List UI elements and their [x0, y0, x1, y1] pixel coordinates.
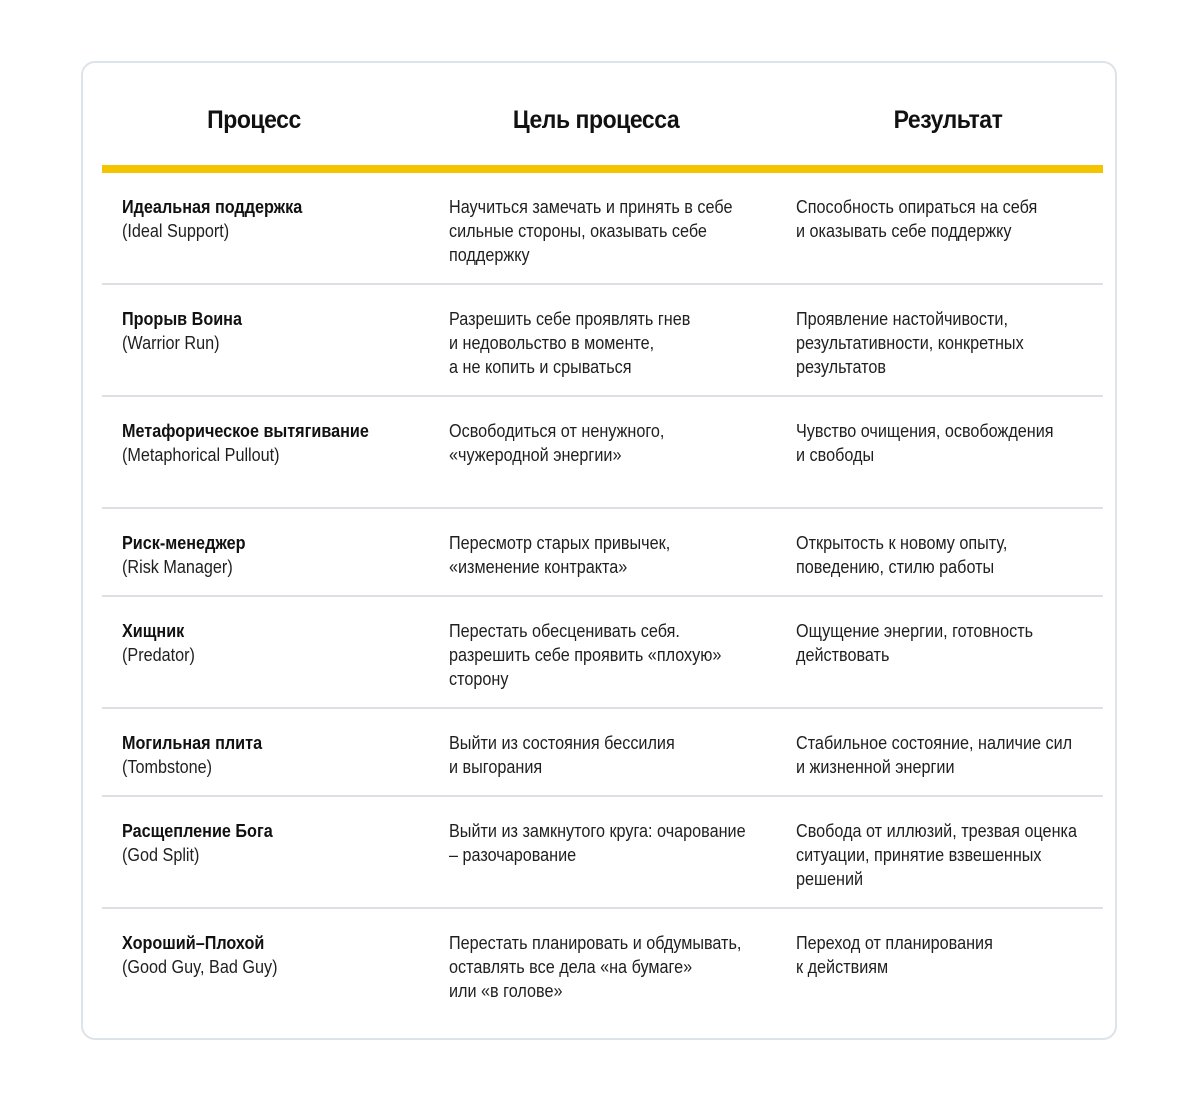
process-cell	[122, 195, 302, 243]
result-line: Свобода от иллюзий, трезвая оценка	[796, 821, 1077, 841]
goal-line: разрешить себе проявить «плохую»	[449, 645, 722, 665]
table-row	[102, 173, 1103, 285]
goal-line: Разрешить себе проявлять гнев	[449, 309, 691, 329]
table-row	[102, 597, 1103, 709]
process-table	[102, 63, 1103, 1029]
goal-line: а не копить и срываться	[449, 357, 632, 377]
process-english-name: (Warrior Run)	[122, 333, 220, 353]
table-row	[102, 797, 1103, 909]
goal-cell	[449, 307, 690, 379]
goal-line: сторону	[449, 669, 509, 689]
goal-line: или «в голове»	[449, 981, 563, 1001]
process-cell	[122, 931, 277, 979]
goal-line: Выйти из замкнутого круга: очарование	[449, 821, 746, 841]
goal-cell	[449, 419, 664, 467]
header-goal: Цель процесса	[512, 106, 680, 134]
process-name: Хищник	[122, 621, 185, 641]
goal-line: сильные стороны, оказывать себе	[449, 221, 707, 241]
header-accent-bar	[102, 165, 1103, 173]
process-english-name: (Predator)	[122, 645, 195, 665]
table-header	[102, 63, 1103, 165]
process-cell	[122, 619, 195, 667]
result-line: действовать	[796, 645, 890, 665]
goal-line: Перестать обесценивать себя.	[449, 621, 680, 641]
process-name: Риск-менеджер	[122, 533, 246, 553]
result-line: к действиям	[796, 957, 889, 977]
result-line: решений	[796, 869, 864, 889]
goal-line: «изменение контракта»	[449, 557, 628, 577]
goal-line: и недовольство в моменте,	[449, 333, 655, 353]
goal-line: и выгорания	[449, 757, 543, 777]
process-cell	[122, 531, 246, 579]
table-row	[102, 397, 1103, 509]
header-process: Процесс	[207, 106, 301, 134]
result-line: и свободы	[796, 445, 875, 465]
goal-line: Перестать планировать и обдумывать,	[449, 933, 742, 953]
process-name: Хороший–Плохой	[122, 933, 265, 953]
result-line: Стабильное состояние, наличие сил	[796, 733, 1073, 753]
result-line: Ощущение энергии, готовность	[796, 621, 1034, 641]
process-name: Прорыв Воина	[122, 309, 242, 329]
table-row	[102, 509, 1103, 597]
process-cell	[122, 419, 369, 467]
process-cell	[122, 731, 262, 779]
goal-cell	[449, 931, 741, 1003]
table-row	[102, 909, 1103, 1029]
goal-cell	[449, 731, 675, 779]
goal-line: оставлять все дела «на бумаге»	[449, 957, 693, 977]
table-row	[102, 709, 1103, 797]
goal-cell	[449, 531, 670, 579]
goal-line: – разочарование	[449, 845, 577, 865]
goal-cell	[449, 195, 732, 267]
process-cell	[122, 819, 273, 867]
process-english-name: (God Split)	[122, 845, 200, 865]
result-cell	[796, 931, 993, 979]
goal-cell	[449, 819, 746, 867]
result-line: и жизненной энергии	[796, 757, 955, 777]
process-name: Метафорическое вытягивание	[122, 421, 369, 441]
goal-line: Освободиться от ненужного,	[449, 421, 665, 441]
goal-line: поддержку	[449, 245, 530, 265]
result-cell	[796, 195, 1037, 243]
process-english-name: (Ideal Support)	[122, 221, 230, 241]
goal-line: «чужеродной энергии»	[449, 445, 622, 465]
result-line: Переход от планирования	[796, 933, 993, 953]
goal-line: Выйти из состояния бессилия	[449, 733, 675, 753]
result-cell	[796, 531, 1007, 579]
goal-line: Пересмотр старых привычек,	[449, 533, 671, 553]
result-cell	[796, 307, 1024, 379]
table-row	[102, 285, 1103, 397]
process-name: Идеальная поддержка	[122, 197, 303, 217]
goal-line: Научиться замечать и принять в себе	[449, 197, 733, 217]
result-line: Чувство очищения, освобождения	[796, 421, 1054, 441]
process-name: Расщепление Бога	[122, 821, 273, 841]
result-line: результатов	[796, 357, 887, 377]
result-line: Способность опираться на себя	[796, 197, 1038, 217]
process-english-name: (Good Guy, Bad Guy)	[122, 957, 278, 977]
result-cell	[796, 819, 1077, 891]
goal-cell	[449, 619, 721, 691]
process-english-name: (Tombstone)	[122, 757, 213, 777]
result-line: результативности, конкретных	[796, 333, 1024, 353]
result-line: и оказывать себе поддержку	[796, 221, 1012, 241]
result-cell	[796, 731, 1072, 779]
result-cell	[796, 419, 1054, 467]
result-line: поведению, стилю работы	[796, 557, 995, 577]
process-cell	[122, 307, 242, 355]
process-name: Могильная плита	[122, 733, 263, 753]
header-result: Результат	[893, 106, 1003, 134]
process-english-name: (Risk Manager)	[122, 557, 233, 577]
result-line: Проявление настойчивости,	[796, 309, 1008, 329]
result-line: Открытость к новому опыту,	[796, 533, 1008, 553]
result-cell	[796, 619, 1033, 667]
process-english-name: (Metaphorical Pullout)	[122, 445, 280, 465]
process-table-card	[81, 61, 1117, 1040]
result-line: ситуации, принятие взвешенных	[796, 845, 1042, 865]
